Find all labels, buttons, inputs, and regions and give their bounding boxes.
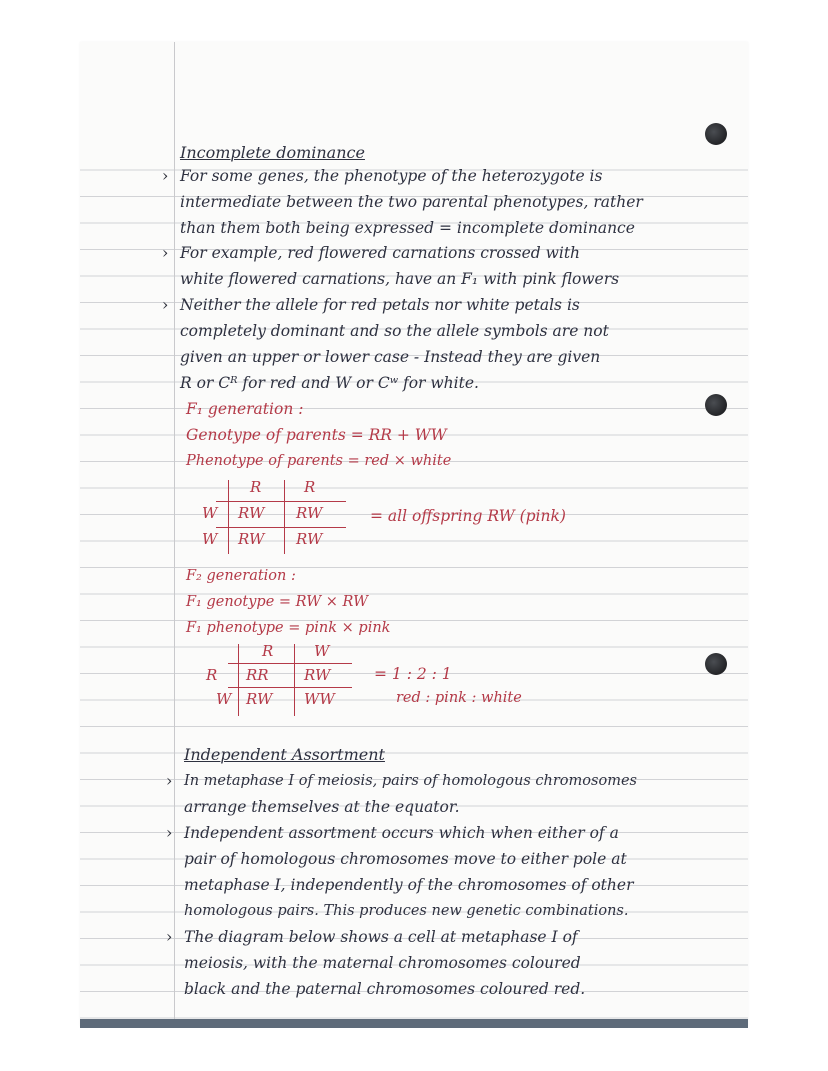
punnett-top-header: R	[262, 642, 274, 660]
punnett-grid-line	[216, 527, 346, 528]
f2-punnett-square	[204, 642, 364, 722]
bullet-arrow-icon: ›	[162, 166, 169, 185]
f1-title: F₁ generation :	[186, 400, 304, 418]
punch-hole	[705, 394, 727, 416]
note-line: For example, red flowered carnations crossed with	[180, 244, 581, 262]
f1-punnett-square	[198, 478, 358, 558]
note-line: In metaphase I of meiosis, pairs of homologous chromosomes	[184, 773, 637, 789]
punnett-top-header: R	[250, 478, 262, 496]
note-line: For some genes, the phenotype of the heterozygote is	[180, 167, 603, 185]
punnett-grid-line	[294, 644, 295, 716]
f2-title: F₂ generation :	[186, 568, 296, 584]
f1-genotype: Genotype of parents = RR + WW	[186, 426, 447, 444]
punnett-cell: RW	[238, 530, 265, 548]
notebook-page	[80, 42, 748, 1026]
punnett-cell: RW	[238, 504, 265, 522]
section-heading-incomplete-dominance: Incomplete dominance	[180, 143, 365, 162]
f2-ratio-labels: red : pink : white	[396, 690, 522, 706]
punnett-top-header: R	[304, 478, 316, 496]
note-line: metaphase I, independently of the chromosomes of other	[184, 876, 634, 894]
note-line: homologous pairs. This produces new genetic combinations.	[184, 903, 629, 919]
punnett-side-header: W	[202, 504, 218, 522]
margin-line	[174, 42, 175, 1026]
f1-phenotype: Phenotype of parents = red × white	[186, 453, 452, 469]
bullet-arrow-icon: ›	[166, 927, 173, 946]
punnett-top-header: W	[314, 642, 330, 660]
binder-edge	[80, 1019, 748, 1028]
f1-result: = all offspring RW (pink)	[370, 507, 566, 525]
note-line: than them both being expressed = incomplete dominance	[180, 219, 635, 237]
section-heading-independent-assortment: Independent Assortment	[184, 745, 385, 764]
punnett-side-header: W	[202, 530, 218, 548]
note-line: intermediate between the two parental phenotypes, rather	[180, 193, 643, 211]
punnett-cell: RW	[304, 666, 331, 684]
punnett-grid-line	[228, 480, 229, 554]
bullet-arrow-icon: ›	[162, 243, 169, 262]
note-line: meiosis, with the maternal chromosomes coloured	[184, 954, 581, 972]
f2-genotype: F₁ genotype = RW × RW	[186, 594, 369, 610]
punch-hole	[705, 123, 727, 145]
bullet-arrow-icon: ›	[166, 771, 173, 790]
note-line: arrange themselves at the equator.	[184, 798, 460, 816]
note-line: white flowered carnations, have an F₁ with pink flowers	[180, 270, 620, 288]
note-line: black and the paternal chromosomes coloured red.	[184, 980, 586, 998]
punnett-grid-line	[284, 480, 285, 554]
note-line: R or Cᴿ for red and W or Cʷ for white.	[180, 374, 479, 392]
note-line: Independent assortment occurs which when either of a	[184, 824, 619, 842]
punnett-grid-line	[216, 501, 346, 502]
punnett-grid-line	[238, 644, 239, 716]
punch-hole	[705, 653, 727, 675]
note-line: The diagram below shows a cell at metaphase I of	[184, 928, 578, 946]
note-line: completely dominant and so the allele symbols are not	[180, 322, 609, 340]
punnett-side-header: R	[206, 666, 218, 684]
note-line: given an upper or lower case - Instead they are given	[180, 348, 601, 366]
bullet-arrow-icon: ›	[166, 823, 173, 842]
punnett-cell: RR	[246, 666, 269, 684]
f2-ratio: = 1 : 2 : 1	[374, 665, 452, 683]
punnett-cell: RW	[296, 530, 323, 548]
punnett-cell: RW	[246, 690, 273, 708]
punnett-grid-line	[228, 687, 352, 688]
note-line: pair of homologous chromosomes move to either pole at	[184, 850, 627, 868]
punnett-cell: WW	[304, 690, 335, 708]
bullet-arrow-icon: ›	[162, 295, 169, 314]
punnett-grid-line	[228, 663, 352, 664]
f2-phenotype: F₁ phenotype = pink × pink	[186, 620, 391, 636]
punnett-cell: RW	[296, 504, 323, 522]
note-line: Neither the allele for red petals nor white petals is	[180, 296, 580, 314]
punnett-side-header: W	[216, 690, 232, 708]
